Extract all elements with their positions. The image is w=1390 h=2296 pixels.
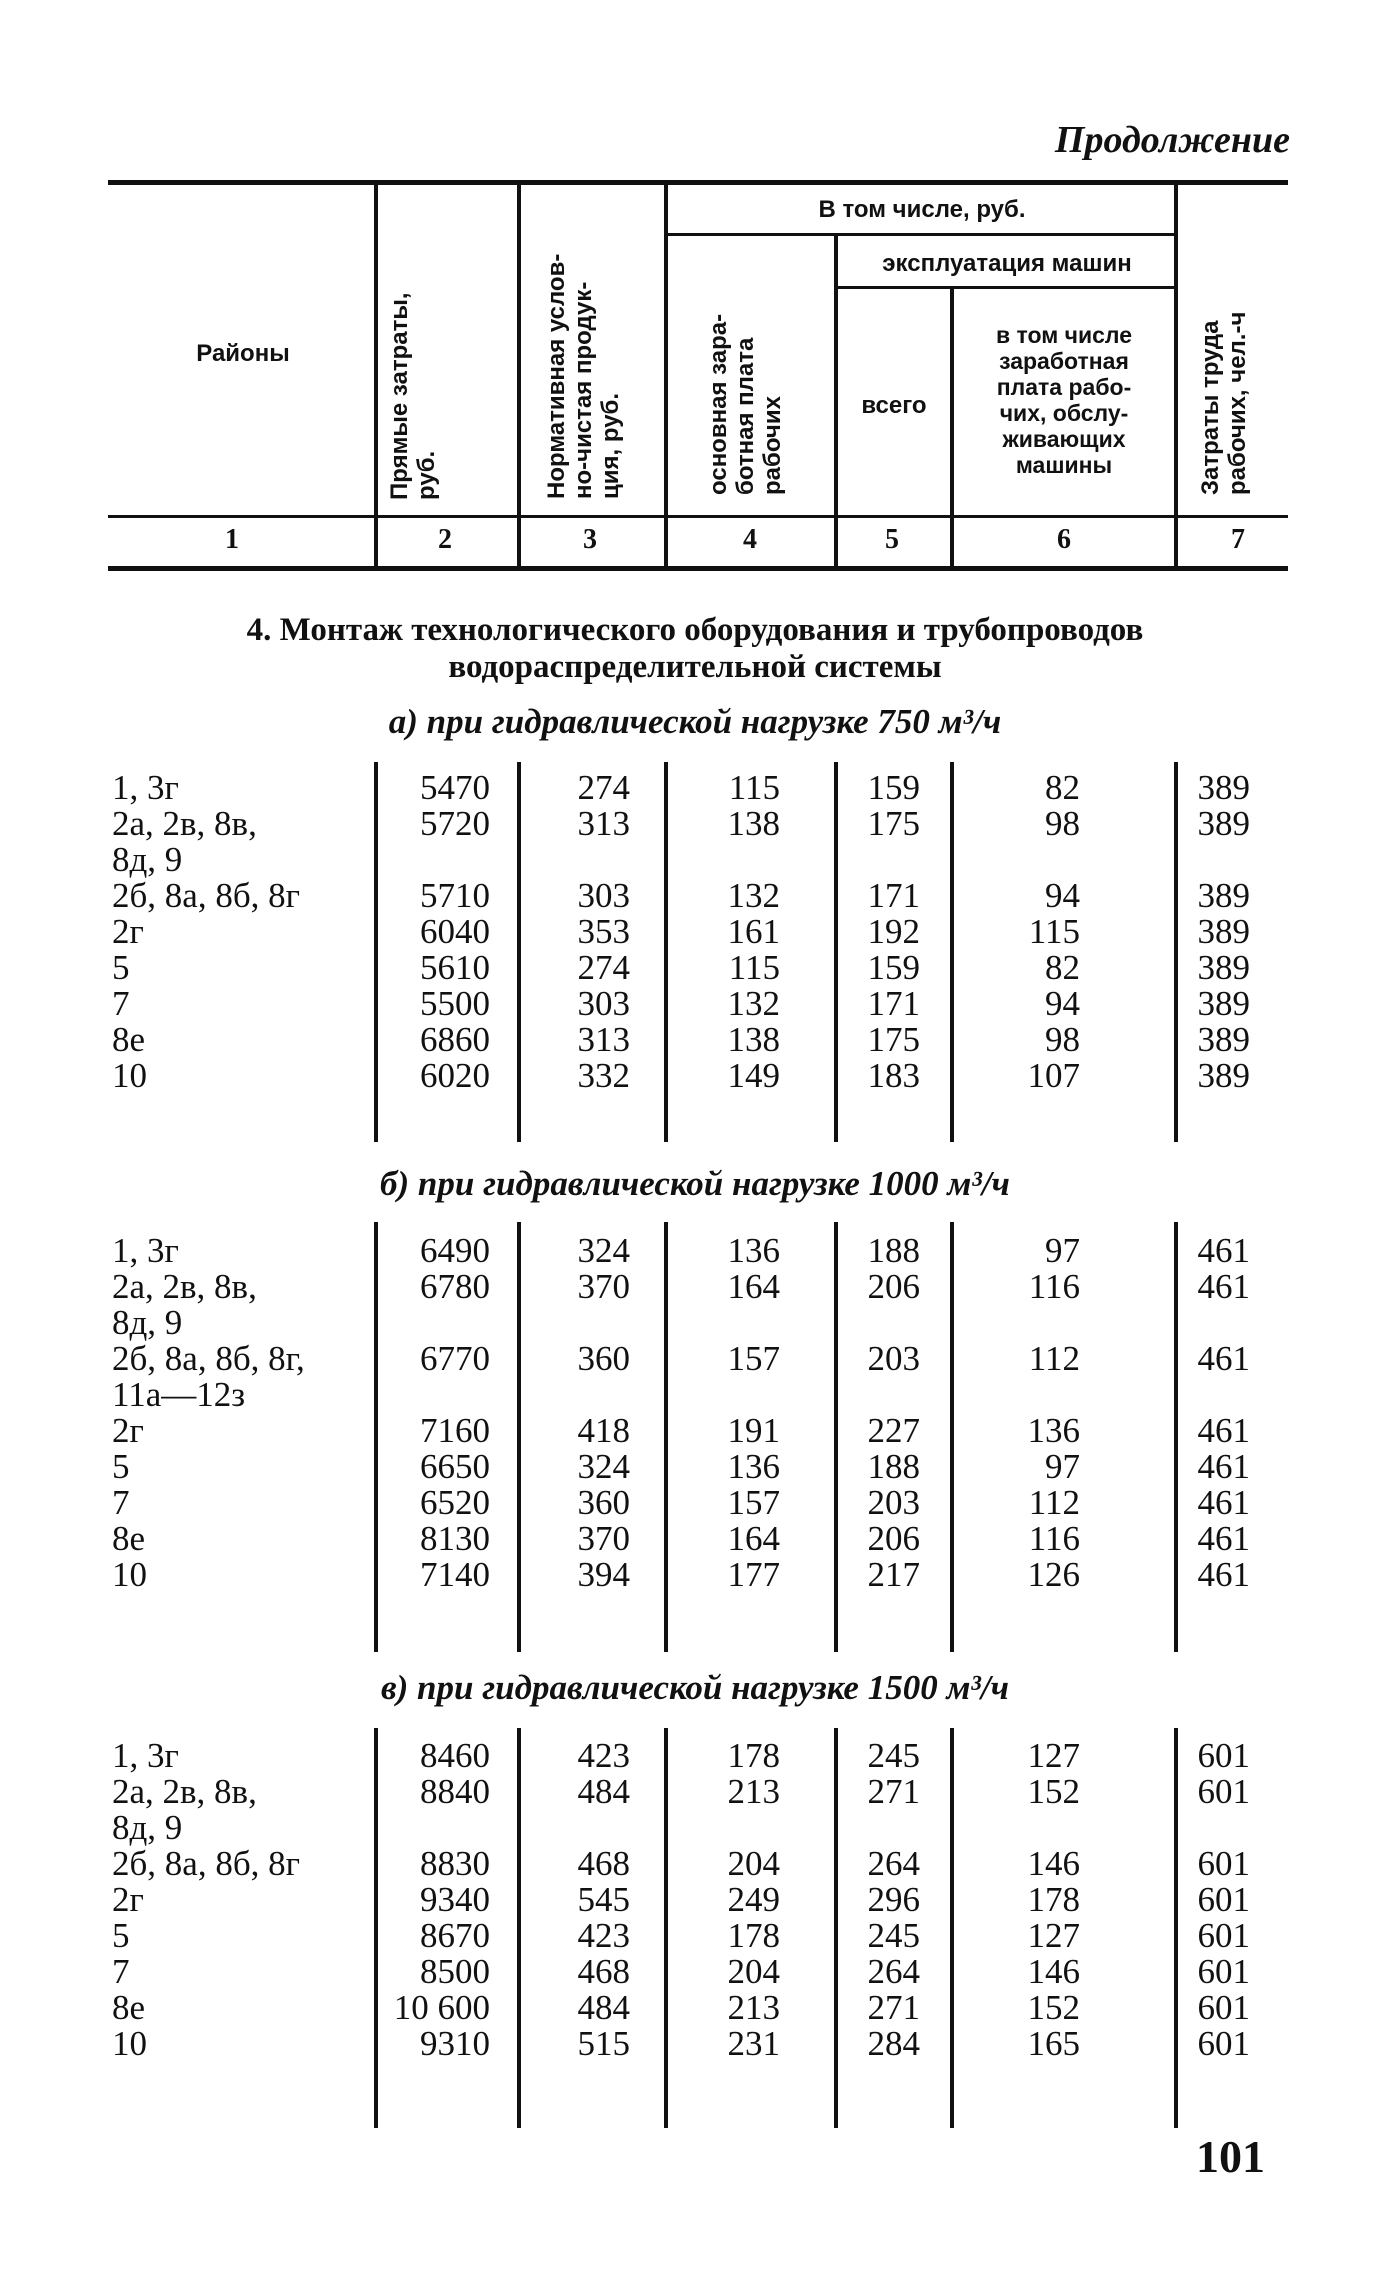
district-cell: 8д, 9 xyxy=(112,1303,183,1342)
value-cell-col4: 249 xyxy=(727,1880,780,1919)
district-cell: 2г xyxy=(112,1880,144,1919)
value-cell-col3: 545 xyxy=(577,1880,630,1919)
col-number-6: 6 xyxy=(1057,524,1071,555)
value-cell-col7: 389 xyxy=(1197,804,1250,843)
value-cell-col3: 353 xyxy=(577,912,630,951)
value-cell-col3: 313 xyxy=(577,1020,630,1059)
value-cell-col3: 423 xyxy=(577,1736,630,1775)
block-subtitle-b: б) при гидравлической нагрузке 1000 м³/ч xyxy=(380,1164,1010,1203)
value-cell-col6: 112 xyxy=(1028,1339,1080,1378)
table-row xyxy=(0,1990,1390,2026)
table-row xyxy=(0,1377,1390,1413)
value-cell-col3: 418 xyxy=(577,1411,630,1450)
table-row xyxy=(0,806,1390,842)
district-cell: 2г xyxy=(112,912,144,951)
district-cell: 2б, 8а, 8б, 8г xyxy=(112,876,301,915)
value-cell-col7: 601 xyxy=(1197,1736,1250,1775)
district-cell: 5 xyxy=(112,1447,130,1486)
district-cell: 5 xyxy=(112,1916,130,1955)
col-number-2: 2 xyxy=(438,524,452,555)
table-row xyxy=(0,1058,1390,1094)
value-cell-col6: 98 xyxy=(1045,804,1080,843)
header-vline-6 xyxy=(1174,185,1178,570)
table-row xyxy=(0,1521,1390,1557)
header-vline-3 xyxy=(664,185,668,570)
value-cell-col3: 484 xyxy=(577,1772,630,1811)
value-cell-col2: 6780 xyxy=(420,1267,490,1306)
header-including: В том числе, руб. xyxy=(818,196,1026,223)
section-title-line2: водораспределительной системы xyxy=(448,649,942,685)
value-cell-col5: 264 xyxy=(867,1952,920,1991)
district-cell: 2а, 2в, 8в, xyxy=(112,1772,257,1811)
value-cell-col5: 175 xyxy=(867,804,920,843)
value-cell-col3: 332 xyxy=(577,1056,630,1095)
value-cell-col3: 484 xyxy=(577,1988,630,2027)
table-row xyxy=(0,1738,1390,1774)
value-cell-col3: 423 xyxy=(577,1916,630,1955)
district-cell: 8е xyxy=(112,1988,146,2027)
district-cell: 2а, 2в, 8в, xyxy=(112,1267,257,1306)
value-cell-col7: 389 xyxy=(1197,1056,1250,1095)
value-cell-col2: 6020 xyxy=(420,1056,490,1095)
header-total: всего xyxy=(861,392,927,419)
value-cell-col6: 116 xyxy=(1028,1267,1080,1306)
district-cell: 8е xyxy=(112,1020,146,1059)
value-cell-col7: 389 xyxy=(1197,984,1250,1023)
value-cell-col6: 152 xyxy=(1027,1988,1080,2027)
value-cell-col3: 303 xyxy=(577,984,630,1023)
district-cell: 1, 3г xyxy=(112,1736,179,1775)
value-cell-col6: 97 xyxy=(1045,1447,1080,1486)
col-number-4: 4 xyxy=(743,524,757,555)
value-cell-col2: 8670 xyxy=(420,1916,490,1955)
value-cell-col2: 6520 xyxy=(420,1483,490,1522)
value-cell-col6: 98 xyxy=(1045,1020,1080,1059)
value-cell-col2: 6770 xyxy=(420,1339,490,1378)
value-cell-col4: 164 xyxy=(727,1519,780,1558)
value-cell-col5: 271 xyxy=(867,1988,920,2027)
value-cell-col5: 183 xyxy=(867,1056,920,1095)
col-number-1: 1 xyxy=(225,524,239,555)
value-cell-col6: 94 xyxy=(1045,984,1080,1023)
value-cell-col5: 203 xyxy=(867,1483,920,1522)
page-number: 101 xyxy=(1196,2131,1265,2182)
value-cell-col5: 188 xyxy=(867,1447,920,1486)
header-bottom-rule xyxy=(108,566,1288,571)
district-cell: 7 xyxy=(112,984,130,1023)
value-cell-col7: 601 xyxy=(1197,2024,1250,2063)
value-cell-col2: 5720 xyxy=(420,804,490,843)
value-cell-col6: 178 xyxy=(1027,1880,1080,1919)
value-cell-col5: 245 xyxy=(867,1736,920,1775)
value-cell-col3: 324 xyxy=(577,1231,630,1270)
value-cell-col2: 5500 xyxy=(420,984,490,1023)
table-row xyxy=(0,1882,1390,1918)
value-cell-col6: 146 xyxy=(1027,1952,1080,1991)
table-row xyxy=(0,1485,1390,1521)
table-row xyxy=(0,1954,1390,1990)
value-cell-col3: 394 xyxy=(577,1555,630,1594)
value-cell-col5: 188 xyxy=(867,1231,920,1270)
value-cell-col5: 159 xyxy=(867,948,920,987)
table-row xyxy=(0,1557,1390,1593)
value-cell-col4: 157 xyxy=(727,1483,780,1522)
value-cell-col2: 8500 xyxy=(420,1952,490,1991)
value-cell-col6: 116 xyxy=(1028,1519,1080,1558)
value-cell-col7: 389 xyxy=(1197,768,1250,807)
header-vline-2 xyxy=(517,185,521,570)
value-cell-col4: 136 xyxy=(727,1447,780,1486)
header-districts: Районы xyxy=(196,340,290,367)
value-cell-col3: 303 xyxy=(577,876,630,915)
value-cell-col7: 461 xyxy=(1197,1519,1250,1558)
header-machine-operation: эксплуатация машин xyxy=(882,250,1132,277)
table-row xyxy=(0,1269,1390,1305)
machine-rule xyxy=(838,286,1176,289)
value-cell-col7: 601 xyxy=(1197,1772,1250,1811)
value-cell-col2: 10 600 xyxy=(393,1988,490,2027)
value-cell-col3: 274 xyxy=(577,768,630,807)
table-row xyxy=(0,1413,1390,1449)
district-cell: 2а, 2в, 8в, xyxy=(112,804,257,843)
value-cell-col7: 389 xyxy=(1197,948,1250,987)
value-cell-col4: 204 xyxy=(727,1844,780,1883)
value-cell-col7: 601 xyxy=(1197,1916,1250,1955)
header-machine-wage: в том числе заработная плата рабо- чих, обслу- живающих машины xyxy=(995,322,1133,478)
value-cell-col2: 8130 xyxy=(420,1519,490,1558)
continuation-label: Продолжение xyxy=(1054,119,1290,161)
value-cell-col5: 271 xyxy=(867,1772,920,1811)
value-cell-col2: 5710 xyxy=(420,876,490,915)
value-cell-col2: 7160 xyxy=(420,1411,490,1450)
value-cell-col2: 9310 xyxy=(420,2024,490,2063)
value-cell-col6: 112 xyxy=(1028,1483,1080,1522)
value-cell-col7: 461 xyxy=(1197,1411,1250,1450)
value-cell-col7: 389 xyxy=(1197,912,1250,951)
value-cell-col4: 164 xyxy=(727,1267,780,1306)
block-subtitle-c: в) при гидравлической нагрузке 1500 м³/ч xyxy=(380,1668,1010,1707)
value-cell-col6: 82 xyxy=(1045,768,1080,807)
value-cell-col5: 171 xyxy=(867,876,920,915)
value-cell-col5: 175 xyxy=(867,1020,920,1059)
value-cell-col3: 468 xyxy=(577,1844,630,1883)
value-cell-col5: 203 xyxy=(867,1339,920,1378)
including-rule xyxy=(668,233,1176,236)
value-cell-col3: 360 xyxy=(577,1339,630,1378)
value-cell-col7: 461 xyxy=(1197,1555,1250,1594)
value-cell-col3: 313 xyxy=(577,804,630,843)
value-cell-col6: 127 xyxy=(1027,1736,1080,1775)
value-cell-col6: 82 xyxy=(1045,948,1080,987)
value-cell-col3: 360 xyxy=(577,1483,630,1522)
table-row xyxy=(0,1918,1390,1954)
district-cell: 10 xyxy=(112,2024,147,2063)
value-cell-col7: 461 xyxy=(1197,1483,1250,1522)
header-mid-rule xyxy=(108,515,1288,518)
value-cell-col4: 191 xyxy=(727,1411,780,1450)
table-row xyxy=(0,950,1390,986)
value-cell-col2: 6860 xyxy=(420,1020,490,1059)
value-cell-col4: 161 xyxy=(727,912,780,951)
table-row xyxy=(0,986,1390,1022)
district-cell: 11а—12з xyxy=(112,1375,246,1414)
block-subtitle-a: а) при гидравлической нагрузке 750 м³/ч xyxy=(388,702,1002,741)
value-cell-col7: 601 xyxy=(1197,1844,1250,1883)
value-cell-col2: 7140 xyxy=(420,1555,490,1594)
value-cell-col4: 178 xyxy=(727,1916,780,1955)
district-cell: 2г xyxy=(112,1411,144,1450)
value-cell-col7: 601 xyxy=(1197,1880,1250,1919)
value-cell-col5: 171 xyxy=(867,984,920,1023)
value-cell-col4: 178 xyxy=(727,1736,780,1775)
value-cell-col3: 468 xyxy=(577,1952,630,1991)
district-cell: 10 xyxy=(112,1555,147,1594)
value-cell-col6: 165 xyxy=(1027,2024,1080,2063)
value-cell-col4: 115 xyxy=(728,768,780,807)
value-cell-col4: 204 xyxy=(727,1952,780,1991)
district-cell: 10 xyxy=(112,1056,147,1095)
table-row xyxy=(0,878,1390,914)
value-cell-col4: 213 xyxy=(727,1772,780,1811)
value-cell-col4: 177 xyxy=(727,1555,780,1594)
value-cell-col4: 138 xyxy=(727,804,780,843)
value-cell-col5: 206 xyxy=(867,1519,920,1558)
table-row xyxy=(0,842,1390,878)
value-cell-col3: 274 xyxy=(577,948,630,987)
table-row xyxy=(0,1810,1390,1846)
value-cell-col6: 152 xyxy=(1027,1772,1080,1811)
value-cell-col5: 227 xyxy=(867,1411,920,1450)
header-labor: Затраты труда рабочих, чел.-ч xyxy=(1197,311,1251,495)
header-vline-1 xyxy=(374,185,378,570)
value-cell-col2: 6650 xyxy=(420,1447,490,1486)
value-cell-col3: 370 xyxy=(577,1267,630,1306)
value-cell-col2: 6040 xyxy=(420,912,490,951)
header-normative-product: Нормативная услов- но-чистая продук- ция, руб. xyxy=(543,253,624,499)
value-cell-col6: 136 xyxy=(1027,1411,1080,1450)
header-top-rule xyxy=(108,180,1288,185)
value-cell-col3: 370 xyxy=(577,1519,630,1558)
district-cell: 1, 3г xyxy=(112,768,179,807)
value-cell-col7: 461 xyxy=(1197,1339,1250,1378)
col-number-5: 5 xyxy=(885,524,899,555)
district-cell: 2б, 8а, 8б, 8г, xyxy=(112,1339,305,1378)
table-row xyxy=(0,1022,1390,1058)
district-cell: 2б, 8а, 8б, 8г xyxy=(112,1844,301,1883)
value-cell-col6: 126 xyxy=(1027,1555,1080,1594)
value-cell-col2: 8460 xyxy=(420,1736,490,1775)
table-row xyxy=(0,2026,1390,2062)
table-row xyxy=(0,914,1390,950)
value-cell-col4: 138 xyxy=(727,1020,780,1059)
value-cell-col4: 136 xyxy=(727,1231,780,1270)
district-cell: 1, 3г xyxy=(112,1231,179,1270)
value-cell-col7: 461 xyxy=(1197,1447,1250,1486)
district-cell: 8д, 9 xyxy=(112,1808,183,1847)
value-cell-col5: 159 xyxy=(867,768,920,807)
value-cell-col6: 107 xyxy=(1027,1056,1080,1095)
value-cell-col7: 461 xyxy=(1197,1231,1250,1270)
value-cell-col5: 217 xyxy=(867,1555,920,1594)
value-cell-col2: 6490 xyxy=(420,1231,490,1270)
district-cell: 8д, 9 xyxy=(112,840,183,879)
header-base-wage: основная зара- ботная плата рабочих xyxy=(705,313,786,495)
value-cell-col2: 9340 xyxy=(420,1880,490,1919)
value-cell-col6: 127 xyxy=(1027,1916,1080,1955)
district-cell: 8е xyxy=(112,1519,146,1558)
value-cell-col5: 245 xyxy=(867,1916,920,1955)
col-number-3: 3 xyxy=(583,524,597,555)
value-cell-col7: 601 xyxy=(1197,1988,1250,2027)
col-number-7: 7 xyxy=(1231,524,1245,555)
value-cell-col6: 97 xyxy=(1045,1231,1080,1270)
value-cell-col5: 206 xyxy=(867,1267,920,1306)
district-cell: 5 xyxy=(112,948,130,987)
table-row xyxy=(0,1774,1390,1810)
value-cell-col2: 8840 xyxy=(420,1772,490,1811)
district-cell: 7 xyxy=(112,1952,130,1991)
value-cell-col7: 389 xyxy=(1197,876,1250,915)
table-row xyxy=(0,1233,1390,1269)
value-cell-col5: 284 xyxy=(867,2024,920,2063)
value-cell-col5: 192 xyxy=(867,912,920,951)
district-cell: 7 xyxy=(112,1483,130,1522)
value-cell-col4: 149 xyxy=(727,1056,780,1095)
value-cell-col4: 115 xyxy=(728,948,780,987)
value-cell-col4: 132 xyxy=(727,876,780,915)
table-row xyxy=(0,1846,1390,1882)
value-cell-col6: 94 xyxy=(1045,876,1080,915)
value-cell-col4: 213 xyxy=(727,1988,780,2027)
header-direct-costs: Прямые затраты, руб. xyxy=(386,292,440,500)
value-cell-col7: 389 xyxy=(1197,1020,1250,1059)
value-cell-col4: 231 xyxy=(727,2024,780,2063)
value-cell-col2: 5610 xyxy=(420,948,490,987)
value-cell-col5: 296 xyxy=(867,1880,920,1919)
value-cell-col2: 8830 xyxy=(420,1844,490,1883)
value-cell-col4: 157 xyxy=(727,1339,780,1378)
section-title-line1: 4. Монтаж технологического оборудования и трубопроводов xyxy=(246,612,1144,648)
value-cell-col7: 601 xyxy=(1197,1952,1250,1991)
value-cell-col3: 324 xyxy=(577,1447,630,1486)
table-row xyxy=(0,1341,1390,1377)
value-cell-col4: 132 xyxy=(727,984,780,1023)
table-row xyxy=(0,1449,1390,1485)
value-cell-col6: 115 xyxy=(1028,912,1080,951)
value-cell-col6: 146 xyxy=(1027,1844,1080,1883)
value-cell-col3: 515 xyxy=(577,2024,630,2063)
table-row xyxy=(0,1305,1390,1341)
value-cell-col5: 264 xyxy=(867,1844,920,1883)
table-row xyxy=(0,770,1390,806)
value-cell-col2: 5470 xyxy=(420,768,490,807)
value-cell-col7: 461 xyxy=(1197,1267,1250,1306)
